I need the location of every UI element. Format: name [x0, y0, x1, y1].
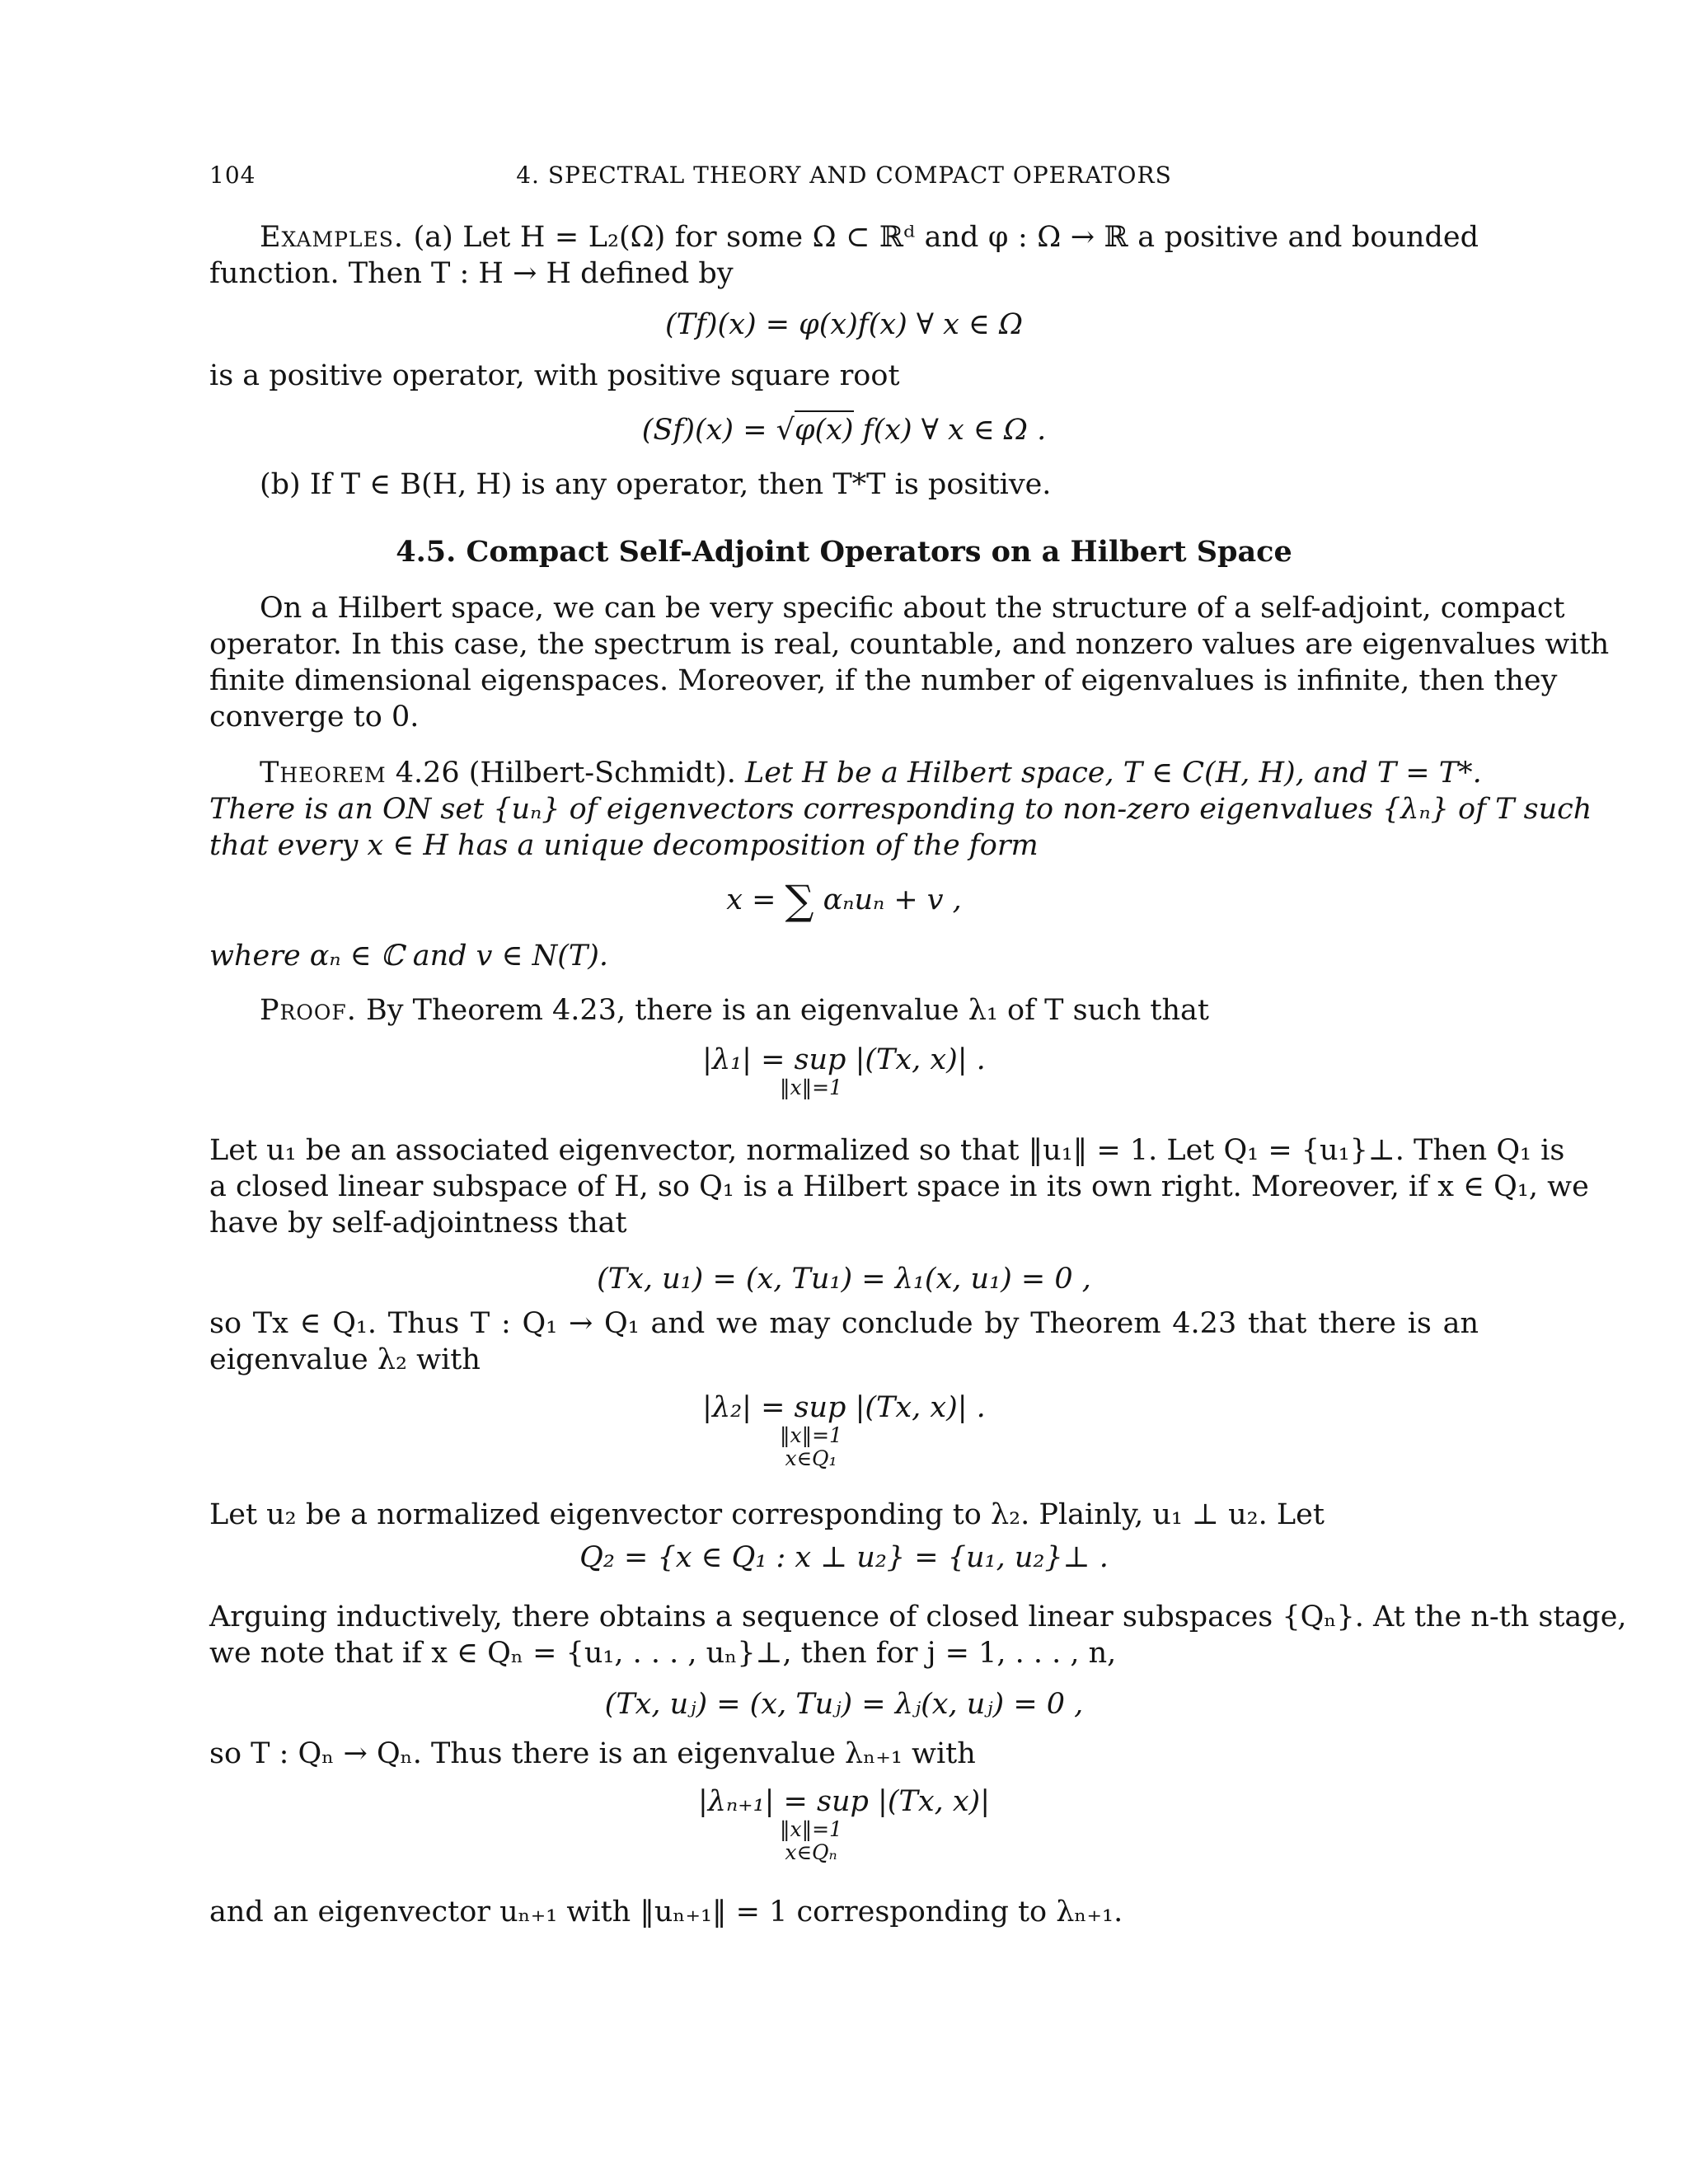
sqrt-radicand: φ(x): [795, 410, 854, 447]
equation-lambda-n1-sub-2: x∈Qₙ: [785, 1840, 837, 1864]
equation-lambda-n1: |λₙ₊₁| = sup |(Tx, x)|: [697, 1785, 991, 1818]
proof-line-7: Let u₂ be a normalized eigenvector corresponding to λ₂. Plainly, u₁ ⊥ u₂. Let: [209, 1498, 1325, 1531]
page-number: 104: [209, 162, 256, 189]
examples-text-1: (a) Let H = L₂(Ω) for some Ω ⊂ ℝᵈ and φ : Ω → ℝ a positive and bounded: [413, 221, 1479, 254]
equation-sf: [209, 412, 1479, 448]
proof-label: Proof.: [260, 994, 357, 1027]
theorem-text-1: Let H be a Hilbert space, T ∈ C(H, H), and T = T*.: [744, 757, 1482, 790]
examples-line-1: [260, 219, 1479, 255]
running-title: 4. SPECTRAL THEORY AND COMPACT OPERATORS: [516, 162, 1172, 189]
theorem-line-1: [260, 755, 1482, 791]
proof-line-8: Arguing inductively, there obtains a sequence of closed linear subspaces {Qₙ}. At the n-th stage,: [209, 1601, 1627, 1633]
equation-lambda2-sub-2: x∈Q₁: [785, 1446, 837, 1470]
decomp-left: x =: [726, 883, 785, 916]
section-p1-line-2: operator. In this case, the spectrum is real, countable, and nonzero values are eigenvalues with: [209, 628, 1610, 661]
theorem-line-4: where αₙ ∈ ℂ and v ∈ N(T).: [209, 940, 609, 972]
sqrt-sign: √: [776, 414, 795, 447]
examples-line-3: is a positive operator, with positive square root: [209, 359, 900, 392]
equation-sf-right: f(x) ∀ x ∈ Ω .: [853, 414, 1047, 447]
proof-line-10: so T : Qₙ → Qₙ. Thus there is an eigenvalue λₙ₊₁ with: [209, 1737, 976, 1770]
examples-label: Examples.: [260, 221, 405, 254]
equation-lambda-n1-sub-1: ‖x‖=1: [780, 1817, 842, 1841]
proof-line-3: a closed linear subspace of H, so Q₁ is a Hilbert space in its own right. Moreover, if x ∈ Q₁, we: [209, 1170, 1589, 1203]
theorem-number: 4.26: [395, 757, 460, 790]
equation-tx-uj: (Tx, uⱼ) = (x, Tuⱼ) = λⱼ(x, uⱼ) = 0 ,: [604, 1688, 1084, 1721]
theorem-label: Theorem: [260, 757, 387, 790]
theorem-name: (Hilbert-Schmidt).: [468, 757, 736, 790]
section-p1-line-3: finite dimensional eigenspaces. Moreover, if the number of eigenvalues is infinite, then they: [209, 664, 1558, 697]
equation-lambda1: |λ₁| = sup |(Tx, x)| .: [702, 1043, 986, 1076]
proof-line-11: and an eigenvector uₙ₊₁ with ‖uₙ₊₁‖ = 1 corresponding to λₙ₊₁.: [209, 1896, 1123, 1929]
theorem-line-3: that every x ∈ H has a unique decomposition of the form: [209, 829, 1039, 862]
equation-lambda1-sub: ‖x‖=1: [780, 1076, 842, 1099]
proof-line-5: so Tx ∈ Q₁. Thus T : Q₁ → Q₁ and we may conclude by Theorem 4.23 that there is an: [209, 1307, 1479, 1340]
theorem-line-2: There is an ON set {uₙ} of eigenvectors corresponding to non-zero eigenvalues {λₙ} of T such: [209, 793, 1592, 826]
examples-line-2: function. Then T : H → H defined by: [209, 257, 734, 290]
section-p1-line-1: On a Hilbert space, we can be very specific about the structure of a self-adjoint, compact: [260, 592, 1565, 625]
examples-line-4: (b) If T ∈ B(H, H) is any operator, then T*T is positive.: [260, 468, 1052, 501]
equation-sf-left: (Sf)(x) =: [641, 414, 776, 447]
section-title: 4.5. Compact Self-Adjoint Operators on a Hilbert Space: [396, 535, 1292, 569]
section-p1-line-4: converge to 0.: [209, 701, 420, 733]
proof-line-2: Let u₁ be an associated eigenvector, normalized so that ‖u₁‖ = 1. Let Q₁ = {u₁}⊥. Then Q₁ is: [209, 1134, 1565, 1167]
sum-symbol: ∑: [785, 877, 814, 924]
equation-q2: Q₂ = {x ∈ Q₁ : x ⊥ u₂} = {u₁, u₂}⊥ .: [579, 1541, 1109, 1574]
equation-lambda2-sub-1: ‖x‖=1: [780, 1423, 842, 1447]
proof-line-1: [260, 992, 1479, 1029]
proof-text-1: By Theorem 4.23, there is an eigenvalue λ₁ of T such that: [365, 994, 1209, 1027]
equation-lambda2: |λ₂| = sup |(Tx, x)| .: [702, 1391, 986, 1424]
decomp-right: αₙuₙ + v ,: [814, 883, 962, 916]
proof-line-6: eigenvalue λ₂ with: [209, 1343, 481, 1376]
equation-decomposition: [209, 877, 1479, 924]
proof-line-9: we note that if x ∈ Qₙ = {u₁, . . . , uₙ}⊥, then for j = 1, . . . , n,: [209, 1637, 1117, 1670]
equation-tf: (Tf)(x) = φ(x)f(x) ∀ x ∈ Ω: [664, 308, 1024, 341]
proof-line-4: have by self-adjointness that: [209, 1207, 627, 1240]
equation-tx-u1: (Tx, u₁) = (x, Tu₁) = λ₁(x, u₁) = 0 ,: [597, 1263, 1091, 1296]
